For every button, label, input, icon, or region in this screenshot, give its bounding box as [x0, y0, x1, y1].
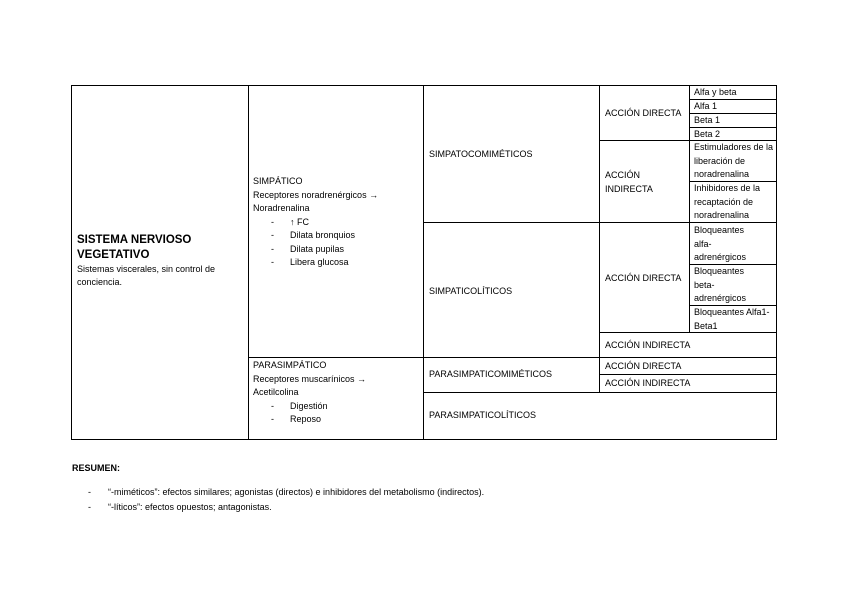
simpatico-receptors: Receptores noradrenérgicos → — [253, 189, 379, 200]
list-item: - Dilata pupilas — [253, 243, 421, 257]
item-estimuladores: Estimuladores de la liberación de noradrenalina — [694, 142, 774, 179]
simpatocomimeticos-directa: ACCIÓN DIRECTA — [605, 108, 682, 118]
item-alfa1: Alfa 1 — [694, 101, 718, 111]
table-divider — [423, 85, 424, 440]
simpatocomimeticos-indirecta: ACCIÓN INDIRECTA — [605, 170, 653, 194]
parasimpaticomimeticos-directa: ACCIÓN DIRECTA — [605, 361, 682, 371]
parasimpaticoliticos-label: PARASIMPATICOLÍTICOS — [429, 410, 537, 420]
main-subtitle: Sistemas viscerales, sin control de conciencia. — [77, 264, 216, 287]
parasimpatico-receptors: Receptores muscarínicos → — [253, 373, 367, 384]
table-divider — [248, 85, 249, 440]
resumen-title: RESUMEN: — [72, 463, 121, 473]
main-cell — [77, 233, 243, 289]
item-beta2: Beta 2 — [694, 129, 721, 139]
list-item: - Reposo — [253, 413, 421, 427]
list-item: - Digestión — [253, 400, 421, 414]
table-divider — [599, 374, 777, 375]
table-divider — [689, 85, 690, 332]
item-inhibidores: Inhibidores de la recaptación de noradrenalina — [694, 183, 761, 220]
simpatico-cell — [253, 175, 421, 270]
table-divider — [599, 85, 600, 392]
simpatico-effects — [253, 216, 421, 270]
item-alfa-beta: Alfa y beta — [694, 87, 737, 97]
parasimpaticomimeticos-label: PARASIMPATICOMIMÉTICOS — [429, 369, 553, 379]
simpaticoliticos-label: SIMPATICOLÍTICOS — [429, 286, 513, 296]
item-bloq-alfa: Bloqueantes alfa-adrenérgicos — [694, 225, 747, 262]
parasimpatico-transmitter: Acetilcolina — [253, 387, 299, 397]
simpatico-name: SIMPÁTICO — [253, 176, 303, 186]
parasimpaticomimeticos-indirecta: ACCIÓN INDIRECTA — [605, 378, 691, 388]
table-divider — [248, 357, 777, 358]
resumen-item: - “-líticos”: efectos opuestos; antagonistas. — [88, 502, 272, 512]
main-title: SISTEMA NERVIOSO VEGETATIVO — [77, 234, 192, 261]
simpaticoliticos-directa: ACCIÓN DIRECTA — [605, 273, 682, 283]
resumen-item: - “-miméticos”: efectos similares; agonistas (directos) e inhibidores del metabolismo (indirectos). — [88, 487, 485, 497]
resumen-text: “-miméticos”: efectos similares; agonistas (directos) e inhibidores del metabolismo (indirectos). — [108, 487, 485, 497]
table-divider — [423, 392, 777, 393]
simpaticoliticos-indirecta: ACCIÓN INDIRECTA — [605, 340, 691, 350]
item-bloq-alfa1-beta1: Bloqueantes Alfa1-Beta1 — [694, 307, 770, 331]
simpatico-transmitter: Noradrenalina — [253, 203, 310, 213]
list-item: - Dilata bronquios — [253, 229, 421, 243]
item-bloq-beta: Bloqueantes beta-adrenérgicos — [694, 266, 747, 303]
resumen-text: “-líticos”: efectos opuestos; antagonistas. — [108, 502, 272, 512]
parasimpatico-effects — [253, 400, 421, 427]
item-beta1: Beta 1 — [694, 115, 721, 125]
simpatocomimeticos-label: SIMPATOCOMIMÉTICOS — [429, 149, 533, 159]
list-item: - ↑ FC — [253, 216, 421, 230]
parasimpatico-cell — [253, 359, 421, 427]
parasimpatico-name: PARASIMPÁTICO — [253, 360, 327, 370]
list-item: - Libera glucosa — [253, 256, 421, 270]
